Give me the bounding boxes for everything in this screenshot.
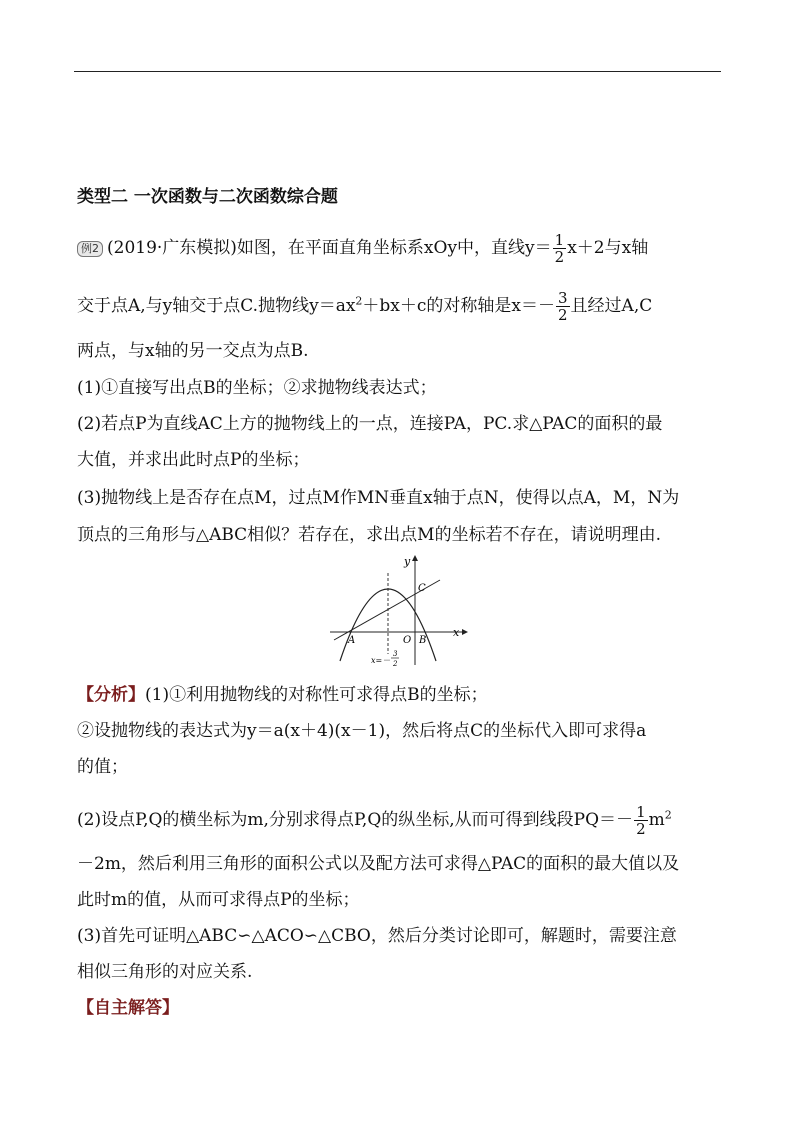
analysis-line-3: 的值； <box>77 757 128 777</box>
analysis-text-1: (1)①利用抛物线的对称性可求得点B的坐标； <box>145 685 488 705</box>
fraction-half <box>553 232 567 265</box>
label-c: C <box>418 583 426 594</box>
y-axis-arrow-icon <box>412 555 418 561</box>
symmetry-frac-den: 2 <box>393 660 398 668</box>
symmetry-label: x=－ <box>371 656 391 665</box>
example-badge: 例2 <box>77 241 103 257</box>
label-o: O <box>403 635 412 646</box>
label-y: y <box>404 555 411 568</box>
label-b: B <box>419 635 427 646</box>
section-heading: 类型二 一次函数与二次函数综合题 <box>77 187 338 207</box>
analysis-line-5: －2m，然后利用三角形的面积公式以及配方法可求得△PAC的面积的最大值以及 <box>77 854 680 874</box>
question-3a: (3)抛物线上是否存在点M，过点M作MN垂直x轴于点N，使得以点A，M，N为 <box>77 488 680 508</box>
example-line-3: 两点，与x轴的另一交点为点B. <box>77 341 309 361</box>
fraction-three-halves <box>556 290 570 323</box>
analysis-line-6: 此时m的值，从而可求得点P的坐标； <box>77 890 360 910</box>
symmetry-frac-num: 3 <box>393 650 398 658</box>
analysis-line-2: ②设抛物线的表达式为y＝a(x＋4)(x－1)，然后将点C的坐标代入即可求得a <box>77 721 647 741</box>
analysis-text-4a: (2)设点P,Q的横坐标为m,分别求得点P,Q的纵坐标,从而可得到线段PQ＝－ <box>77 810 634 830</box>
fraction-half-2 <box>634 804 648 837</box>
x-axis-arrow-icon <box>462 629 468 635</box>
frac-den: 2 <box>558 306 568 324</box>
analysis-line-1 <box>77 684 488 706</box>
example-text-1b: x＋2与x轴 <box>567 238 649 258</box>
analysis-text-4b: m <box>648 810 665 830</box>
frac-den: 2 <box>554 248 565 266</box>
example-text-2b: ＋bx＋c的对称轴是x＝－ <box>362 296 555 316</box>
example-sup: 2 <box>355 294 363 308</box>
label-a: A <box>348 635 356 646</box>
analysis-sup: 2 <box>664 808 672 822</box>
example-text-2c: 且经过A,C <box>570 296 653 316</box>
example-text-1a: (2019·广东模拟)如图，在平面直角坐标系xOy中，直线y＝ <box>107 238 552 258</box>
analysis-label: 【分析】 <box>77 685 145 705</box>
question-2a: (2)若点P为直线AC上方的抛物线上的一点，连接PA，PC.求△PAC的面积的最 <box>77 414 663 434</box>
frac-den: 2 <box>636 820 646 838</box>
label-x: x <box>453 626 460 639</box>
header-rule <box>74 71 721 72</box>
frac-num: 3 <box>558 289 568 307</box>
parabola-figure <box>328 553 468 672</box>
question-1: (1)①直接写出点B的坐标；②求抛物线表达式； <box>77 378 437 398</box>
example-text-2a: 交于点A,与y轴交于点C.抛物线y＝ax <box>77 296 356 316</box>
question-3b: 顶点的三角形与△ABC相似？若存在，求出点M的坐标若不存在，请说明理由. <box>77 525 661 545</box>
self-answer-text: 【自主解答】 <box>77 998 179 1018</box>
example-line-2 <box>77 290 652 323</box>
self-answer-label <box>77 997 179 1019</box>
analysis-line-8: 相似三角形的对应关系. <box>77 962 253 982</box>
analysis-line-4 <box>77 804 672 837</box>
frac-num: 1 <box>554 231 565 249</box>
analysis-line-7: (3)首先可证明△ABC∽△ACO∽△CBO，然后分类讨论即可，解题时，需要注意 <box>77 926 677 946</box>
frac-num: 1 <box>636 803 646 821</box>
question-2b: 大值，并求出此时点P的坐标； <box>77 450 310 470</box>
example-line-1 <box>77 232 648 265</box>
